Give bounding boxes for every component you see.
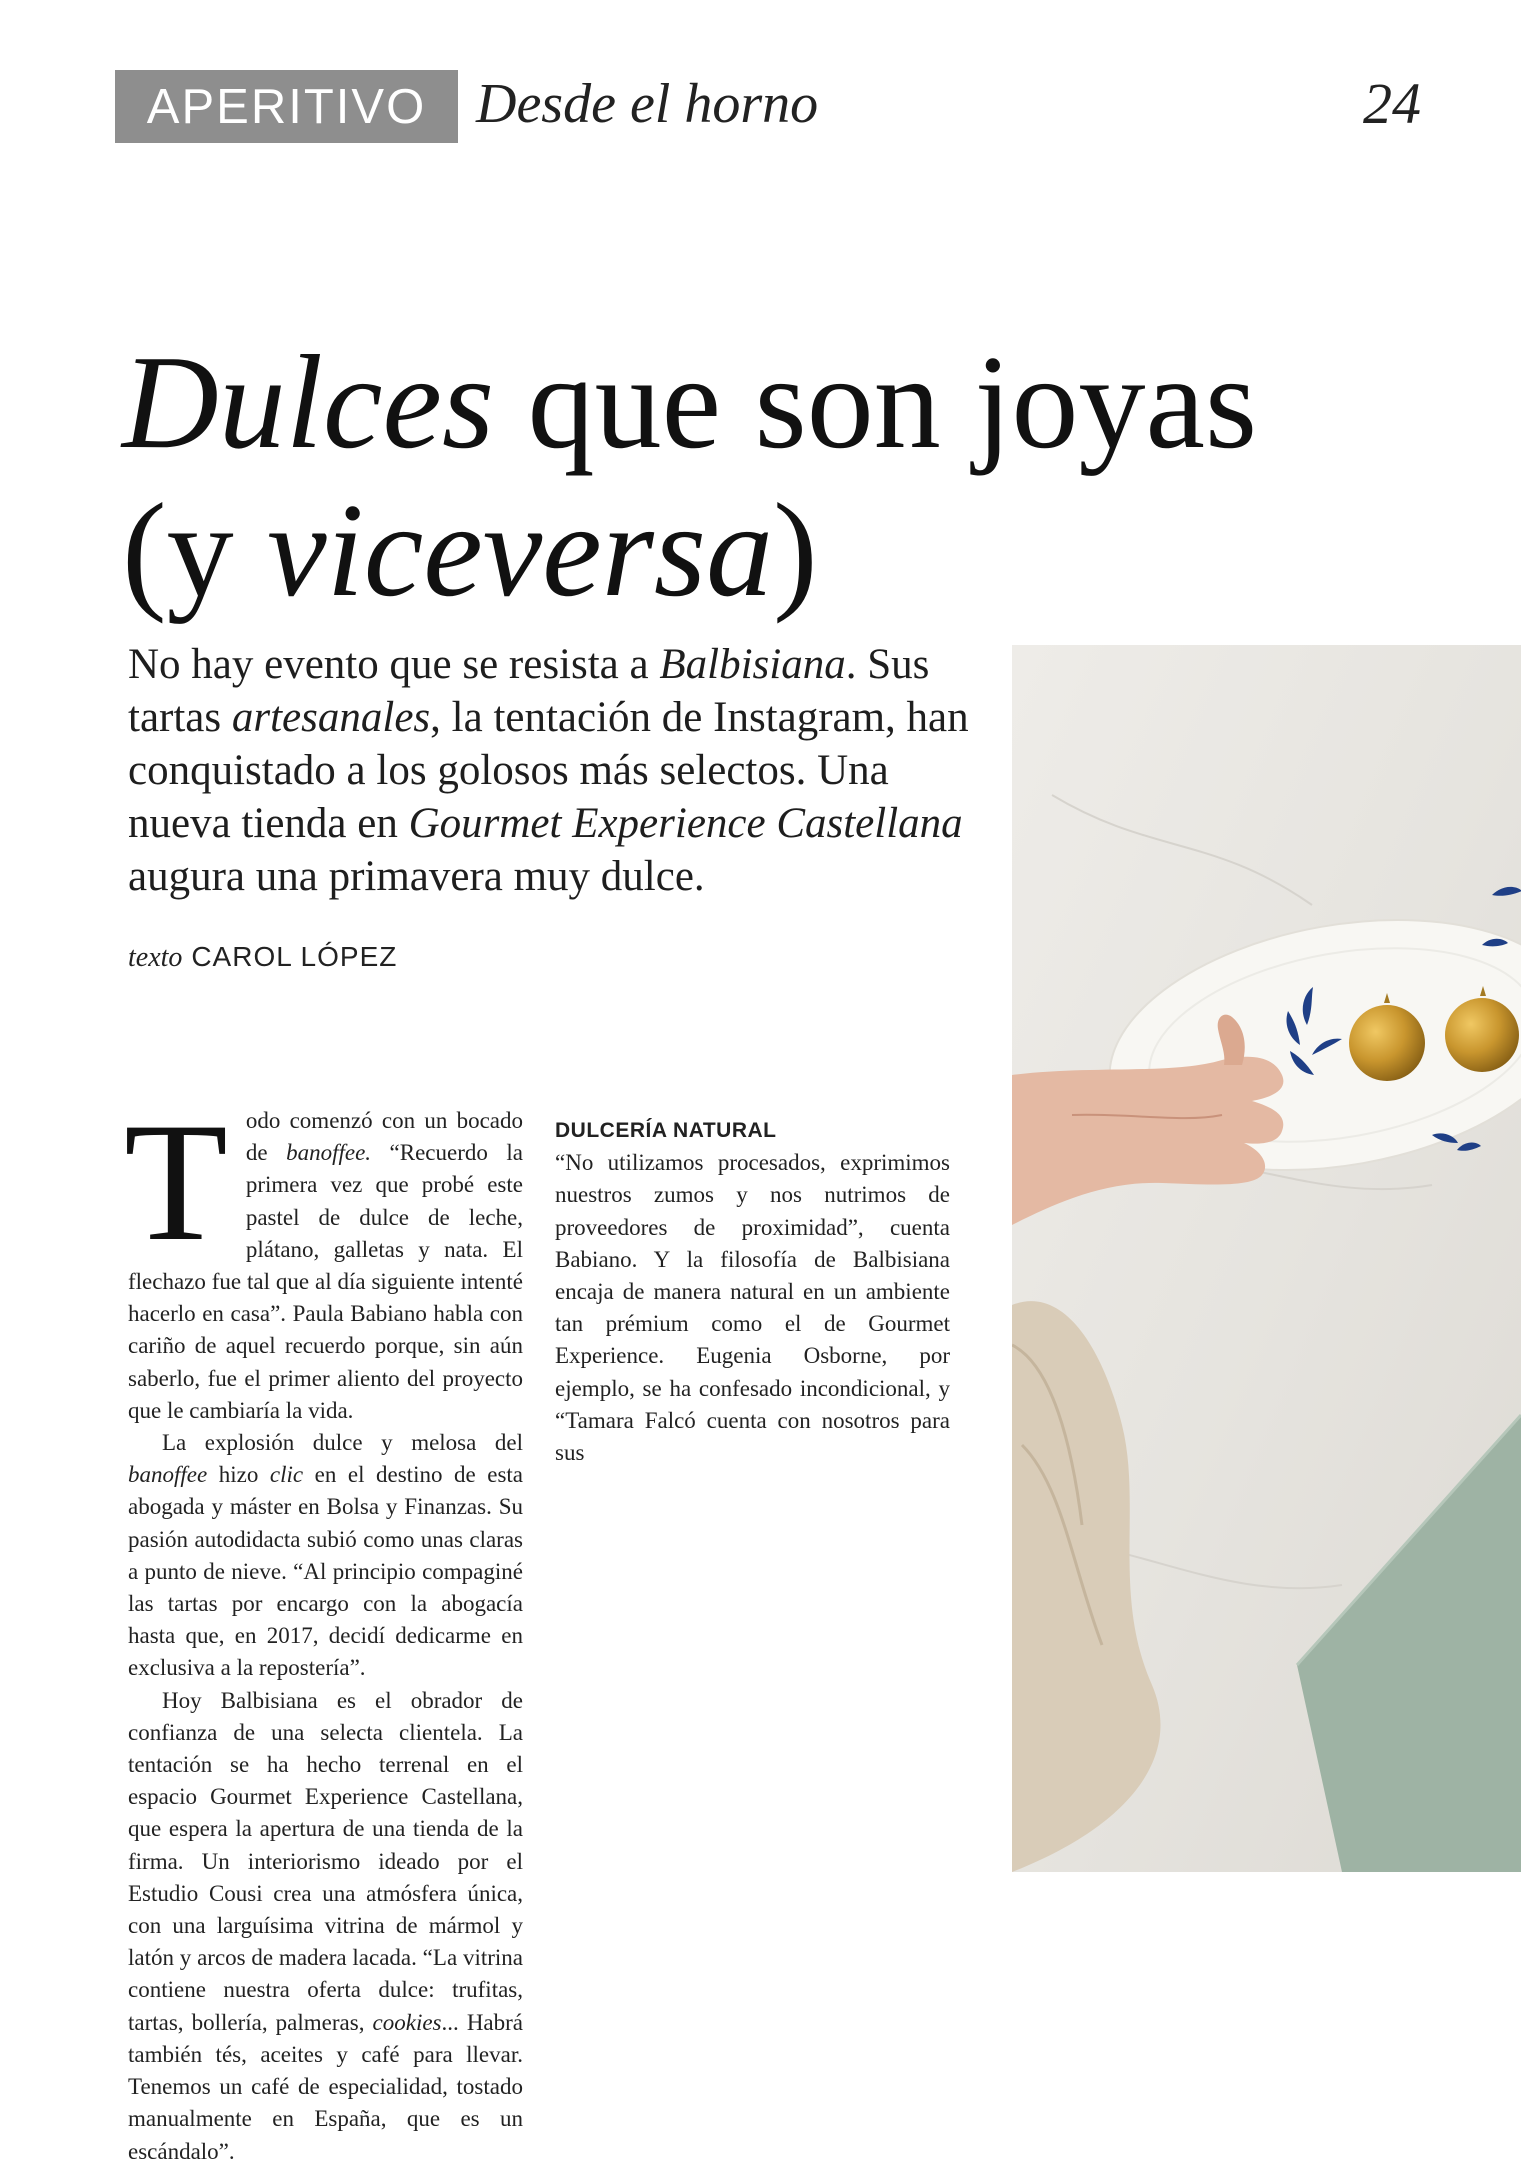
lede-text: No hay evento que se resista a xyxy=(128,641,659,688)
subheading: DULCERÍA NATURAL xyxy=(555,1115,950,1147)
body-column-2 xyxy=(555,1105,950,1469)
headline xyxy=(122,328,1322,624)
lede-italic: artesanales xyxy=(232,694,430,741)
lede-paragraph xyxy=(128,638,988,903)
body-italic: banoffee. xyxy=(286,1140,371,1165)
headline-text: (y xyxy=(122,476,267,624)
byline xyxy=(128,940,397,974)
headline-text: ) xyxy=(773,476,818,624)
photo-illustration xyxy=(1012,645,1521,1872)
gold-sweet xyxy=(1349,1005,1425,1081)
body-text: en el destino de esta abogada y máster en Bolsa y Finanzas. Su pasión autodidacta subió como unas claras a punto de nieve. “Al principio compaginé las tartas por encargo con la abogacía hasta que, en 2017, decidí dedicarme en exclusiva a la repostería”. xyxy=(128,1462,523,1680)
section-subtitle: Desde el horno xyxy=(476,72,818,136)
byline-label: texto xyxy=(128,942,182,973)
headline-italic-word: Dulces xyxy=(122,328,494,476)
body-text: odo comenzó con un bocado de xyxy=(246,1108,523,1165)
body-column-1 xyxy=(128,1105,523,2168)
body-paragraph xyxy=(128,1427,523,1685)
body-text: La explosión dulce y melosa del xyxy=(162,1430,523,1455)
lede-text: , la tentación de Instagram, han conquistado a los golosos más selectos. Una nueva tienda en xyxy=(128,694,969,847)
section-tag: APERITIVO xyxy=(115,70,458,143)
page-number: 24 xyxy=(1363,70,1421,137)
byline-author: CAROL LÓPEZ xyxy=(191,941,397,972)
lede-italic: Balbisiana xyxy=(659,641,845,688)
body-italic: clic xyxy=(270,1462,303,1487)
headline-italic-word: viceversa xyxy=(267,476,773,624)
body-text: “Recuerdo la primera vez que probé este pastel de dulce de leche, plátano, galletas y nata. El flechazo fue tal que al día siguiente intenté hacerlo en casa”. Paula Babiano habla con cariño de aquel recuerdo porque, sin aún saberlo, fue el primer aliento del proyecto que le cambiaría la vida. xyxy=(128,1140,523,1423)
body-paragraph: “No utilizamos procesados, exprimimos nuestros zumos y nos nutrimos de proveedores de proximidad”, cuenta Babiano. Y la filosofía de Balbisiana encaja de manera natural en un ambiente tan prémium como el de Gourmet Experience. Eugenia Osborne, por ejemplo, se ha confesado incondicional, y “Tamara Falcó cuenta con nosotros para sus xyxy=(555,1147,950,1469)
lede-text: . Sus tartas xyxy=(128,641,929,741)
body-text: ... Habrá también tés, aceites y café para llevar. Tenemos un café de especialidad, tostado manualmente en España, que es un escándalo”. xyxy=(128,2010,523,2164)
body-paragraph xyxy=(128,1105,523,1427)
body-text: Hoy Balbisiana es el obrador de confianza de una selecta clientela. La tentación se ha hecho terrenal en el espacio Gourmet Experience Castellana, que espera la apertura de una tienda de la firma. Un interiorismo ideado por el Estudio Cousi crea una atmósfera única, con una larguísima vitrina de mármol y latón y arcos de madera lacada. “La vitrina contiene nuestra oferta dulce: trufitas, tartas, bollería, palmeras, xyxy=(128,1688,523,2035)
body-paragraph-continued xyxy=(128,1685,523,2168)
body-text: hizo xyxy=(207,1462,270,1487)
lede-text: augura una primavera muy dulce. xyxy=(128,853,705,900)
gold-sweet xyxy=(1445,998,1519,1072)
headline-text: que son joyas xyxy=(494,328,1257,476)
body-italic: cookies xyxy=(373,2010,442,2035)
drop-cap: T xyxy=(124,1113,228,1253)
body-italic: banoffee xyxy=(128,1462,207,1487)
article-photo xyxy=(1012,645,1521,1872)
lede-italic: Gourmet Experience Castellana xyxy=(409,800,963,847)
